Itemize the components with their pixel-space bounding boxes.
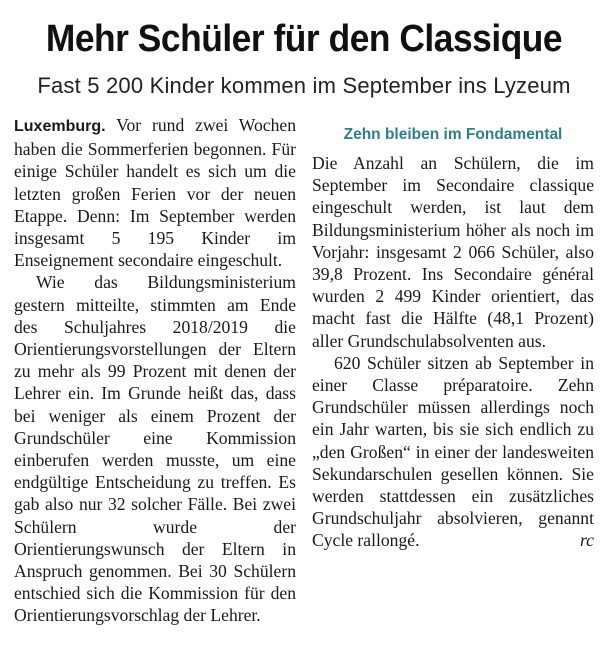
column-right <box>312 114 594 627</box>
paragraph-1 <box>14 114 296 271</box>
author-signature: rc <box>579 530 594 551</box>
section-heading: Zehn bleiben im Fondamental <box>343 126 563 143</box>
column-left <box>14 114 296 627</box>
article-body <box>14 114 594 627</box>
paragraph-4 <box>312 352 594 552</box>
dateline: Luxemburg. <box>14 118 106 135</box>
subheadline: Fast 5 200 Kinder kommen im September ins Lyzeum <box>37 73 571 98</box>
paragraph-1-text: Vor rund zwei Wochen haben die Sommerferien begonnen. Für einige Schüler handelt es sich um die letzten großen Ferien vor der neuen Etappe. Denn: Im September werden insgesamt 5 195 Kinder im Enseignement secondaire eingeschult. <box>14 115 296 271</box>
headline: Mehr Schüler für den Classique <box>45 18 563 60</box>
paragraph-3: Die Anzahl an Schülern, die im September im Secondaire classique eingeschult werden, ist laut dem Bildungsministerium höher als noch im Vorjahr: insgesamt 2 066 Schüler, also 39,8 Prozent. Ins Secondaire général wurden 2 499 Kinder orientiert, das macht fast die Hälfte (48,1 Prozent) aller Grundschulabsolventen aus. <box>312 153 594 351</box>
paragraph-4-text: 620 Schüler sitzen ab September in einer Classe préparatoire. Zehn Grundschüler müssen allerdings noch ein Jahr warten, bis sie sich endlich zu „den Großen“ in einer der landesweiten Sekundarschulen gesellen können. Sie werden stattdessen ein zusätzliches Grundschuljahr absolvieren, genannt Cycle rallongé. <box>312 352 594 551</box>
paragraph-2-text: Wie das Bildungsministerium gestern mitteilte, stimmten am Ende des Schuljahres 2018/2019 die Orientierungsvorstellungen der Eltern zu mehr als 99 Prozent mit denen der Lehrer ein. Im Grunde heißt das, dass bei weniger als einem Prozent der Grundschüler eine Kommission einberufen werden musste, um eine endgültige Entscheidung zu treffen. Es gab also nur 32 solcher Fälle. Bei zwei Schülern wurde der Orientierungswunsch der Eltern in Anspruch genommen. Bei 30 Schülern entschied sich die Kommission für den Orientierungsvorschlag der Lehrer. <box>14 272 296 626</box>
paragraph-2 <box>14 271 296 626</box>
